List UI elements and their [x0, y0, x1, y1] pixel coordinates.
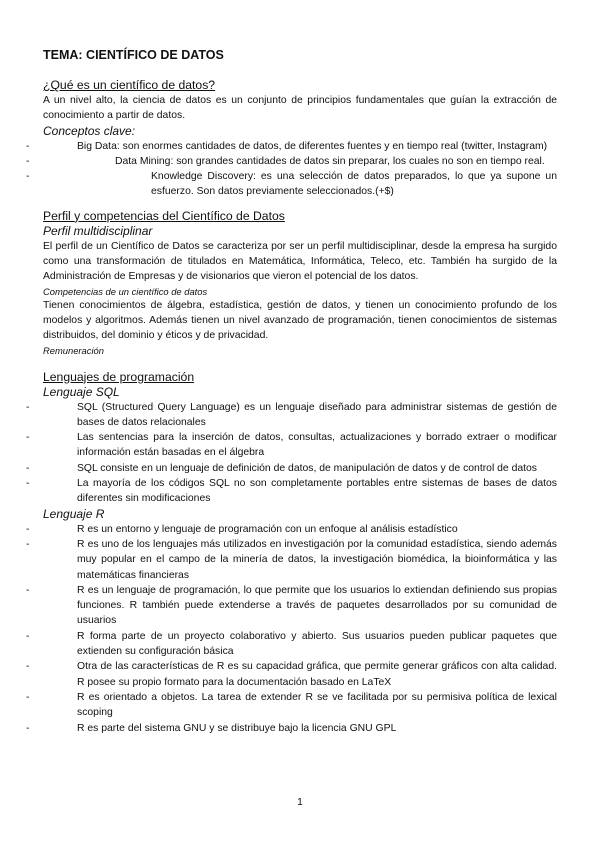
conceptos-clave-heading: Conceptos clave:	[43, 123, 136, 138]
sql-heading: Lenguaje SQL	[43, 384, 120, 399]
list-item: - La mayoría de los códigos SQL no son completamente portables entre sistemas de bases de datos diferentes sin modificaciones	[43, 476, 557, 507]
section-heading-que-es: ¿Qué es un científico de datos?	[43, 78, 216, 92]
r-list	[43, 522, 557, 736]
list-item: - SQL (Structured Query Language) es un lenguaje diseñado para administrar sistemas de gestión de bases de datos relacionales	[43, 400, 557, 431]
list-item: - R forma parte de un proyecto colaborativo y abierto. Sus usuarios pueden publicar paquetes que extienden su configuración básica	[43, 629, 557, 660]
document-title: TEMA: CIENTÍFICO DE DATOS	[43, 48, 224, 62]
section-heading-lenguajes: Lenguajes de programación	[43, 369, 195, 384]
competencias-heading: Competencias de un científico de datos	[43, 285, 208, 297]
list-item: - Data Mining: son grandes cantidades de datos sin preparar, los cuales no son en tiempo real.	[43, 154, 557, 169]
list-item: - R es un entorno y lenguaje de programación con un enfoque al análisis estadístico	[43, 522, 557, 537]
list-item: - R es orientado a objetos. La tarea de extender R se ve facilitada por su permisiva política de lexical scoping	[43, 690, 557, 721]
perfil-paragraph: El perfil de un Científico de Datos se caracteriza por ser un perfil multidisciplinar, desde la empresa ha surgido como una transformación de titulados en Matemática, Informática, Teleco, etc. También ha surgido de la Administración de Empresas y de visionarios que vieron el potencial de los datos.	[43, 240, 557, 283]
list-item: - Knowledge Discovery: es una selección de datos preparados, lo que ya supone un esfuerzo. Son datos previamente seleccionados.(+$)	[43, 169, 557, 200]
list-item: - Big Data: son enormes cantidades de datos, de diferentes fuentes y en tiempo real (twitter, Instagram)	[43, 139, 557, 154]
sql-list	[43, 400, 557, 507]
list-item: - R es parte del sistema GNU y se distribuye bajo la licencia GNU GPL	[43, 721, 557, 736]
list-item: - Otra de las características de R es su capacidad gráfica, que permite generar gráficos con alta calidad. R posee su propio formato para la documentación basado en LaTeX	[43, 659, 557, 690]
page-number: 1	[297, 797, 303, 808]
list-item: - R es un lenguaje de programación, lo que permite que los usuarios lo extiendan definiendo sus propias funciones. R también puede extenderse a través de paquetes desarrollados por su comunidad de usuarios	[43, 583, 557, 629]
list-item: - Las sentencias para la inserción de datos, consultas, actualizaciones y borrado extraer o modificar información están basadas en el álgebra	[43, 430, 557, 461]
r-heading: Lenguaje R	[43, 506, 105, 521]
list-item: - R es uno de los lenguajes más utilizados en investigación por la comunidad estadística, siendo además muy popular en el campo de la minería de datos, la investigación biomédica, la bioinformática y las matemáticas financieras	[43, 537, 557, 583]
perfil-multidisciplinar-heading: Perfil multidisciplinar	[43, 223, 153, 238]
intro-paragraph: A un nivel alto, la ciencia de datos es un conjunto de principios fundamentales que guían la extracción de conocimiento a partir de datos.	[43, 95, 557, 122]
document-page	[43, 48, 557, 736]
conceptos-list	[43, 139, 557, 200]
remuneracion-heading: Remuneración	[43, 344, 104, 356]
list-item: - SQL consiste en un lenguaje de definición de datos, de manipulación de datos y de control de datos	[43, 461, 557, 476]
competencias-paragraph: Tienen conocimientos de álgebra, estadística, gestión de datos, y tienen un conocimiento profundo de los modelos y algoritmos. Además tienen un nivel avanzado de programación, tienen conocimientos de sistemas distribuidos, del dominio y éticos y de privacidad.	[43, 299, 557, 342]
section-heading-perfil: Perfil y competencias del Científico de Datos	[43, 208, 285, 223]
